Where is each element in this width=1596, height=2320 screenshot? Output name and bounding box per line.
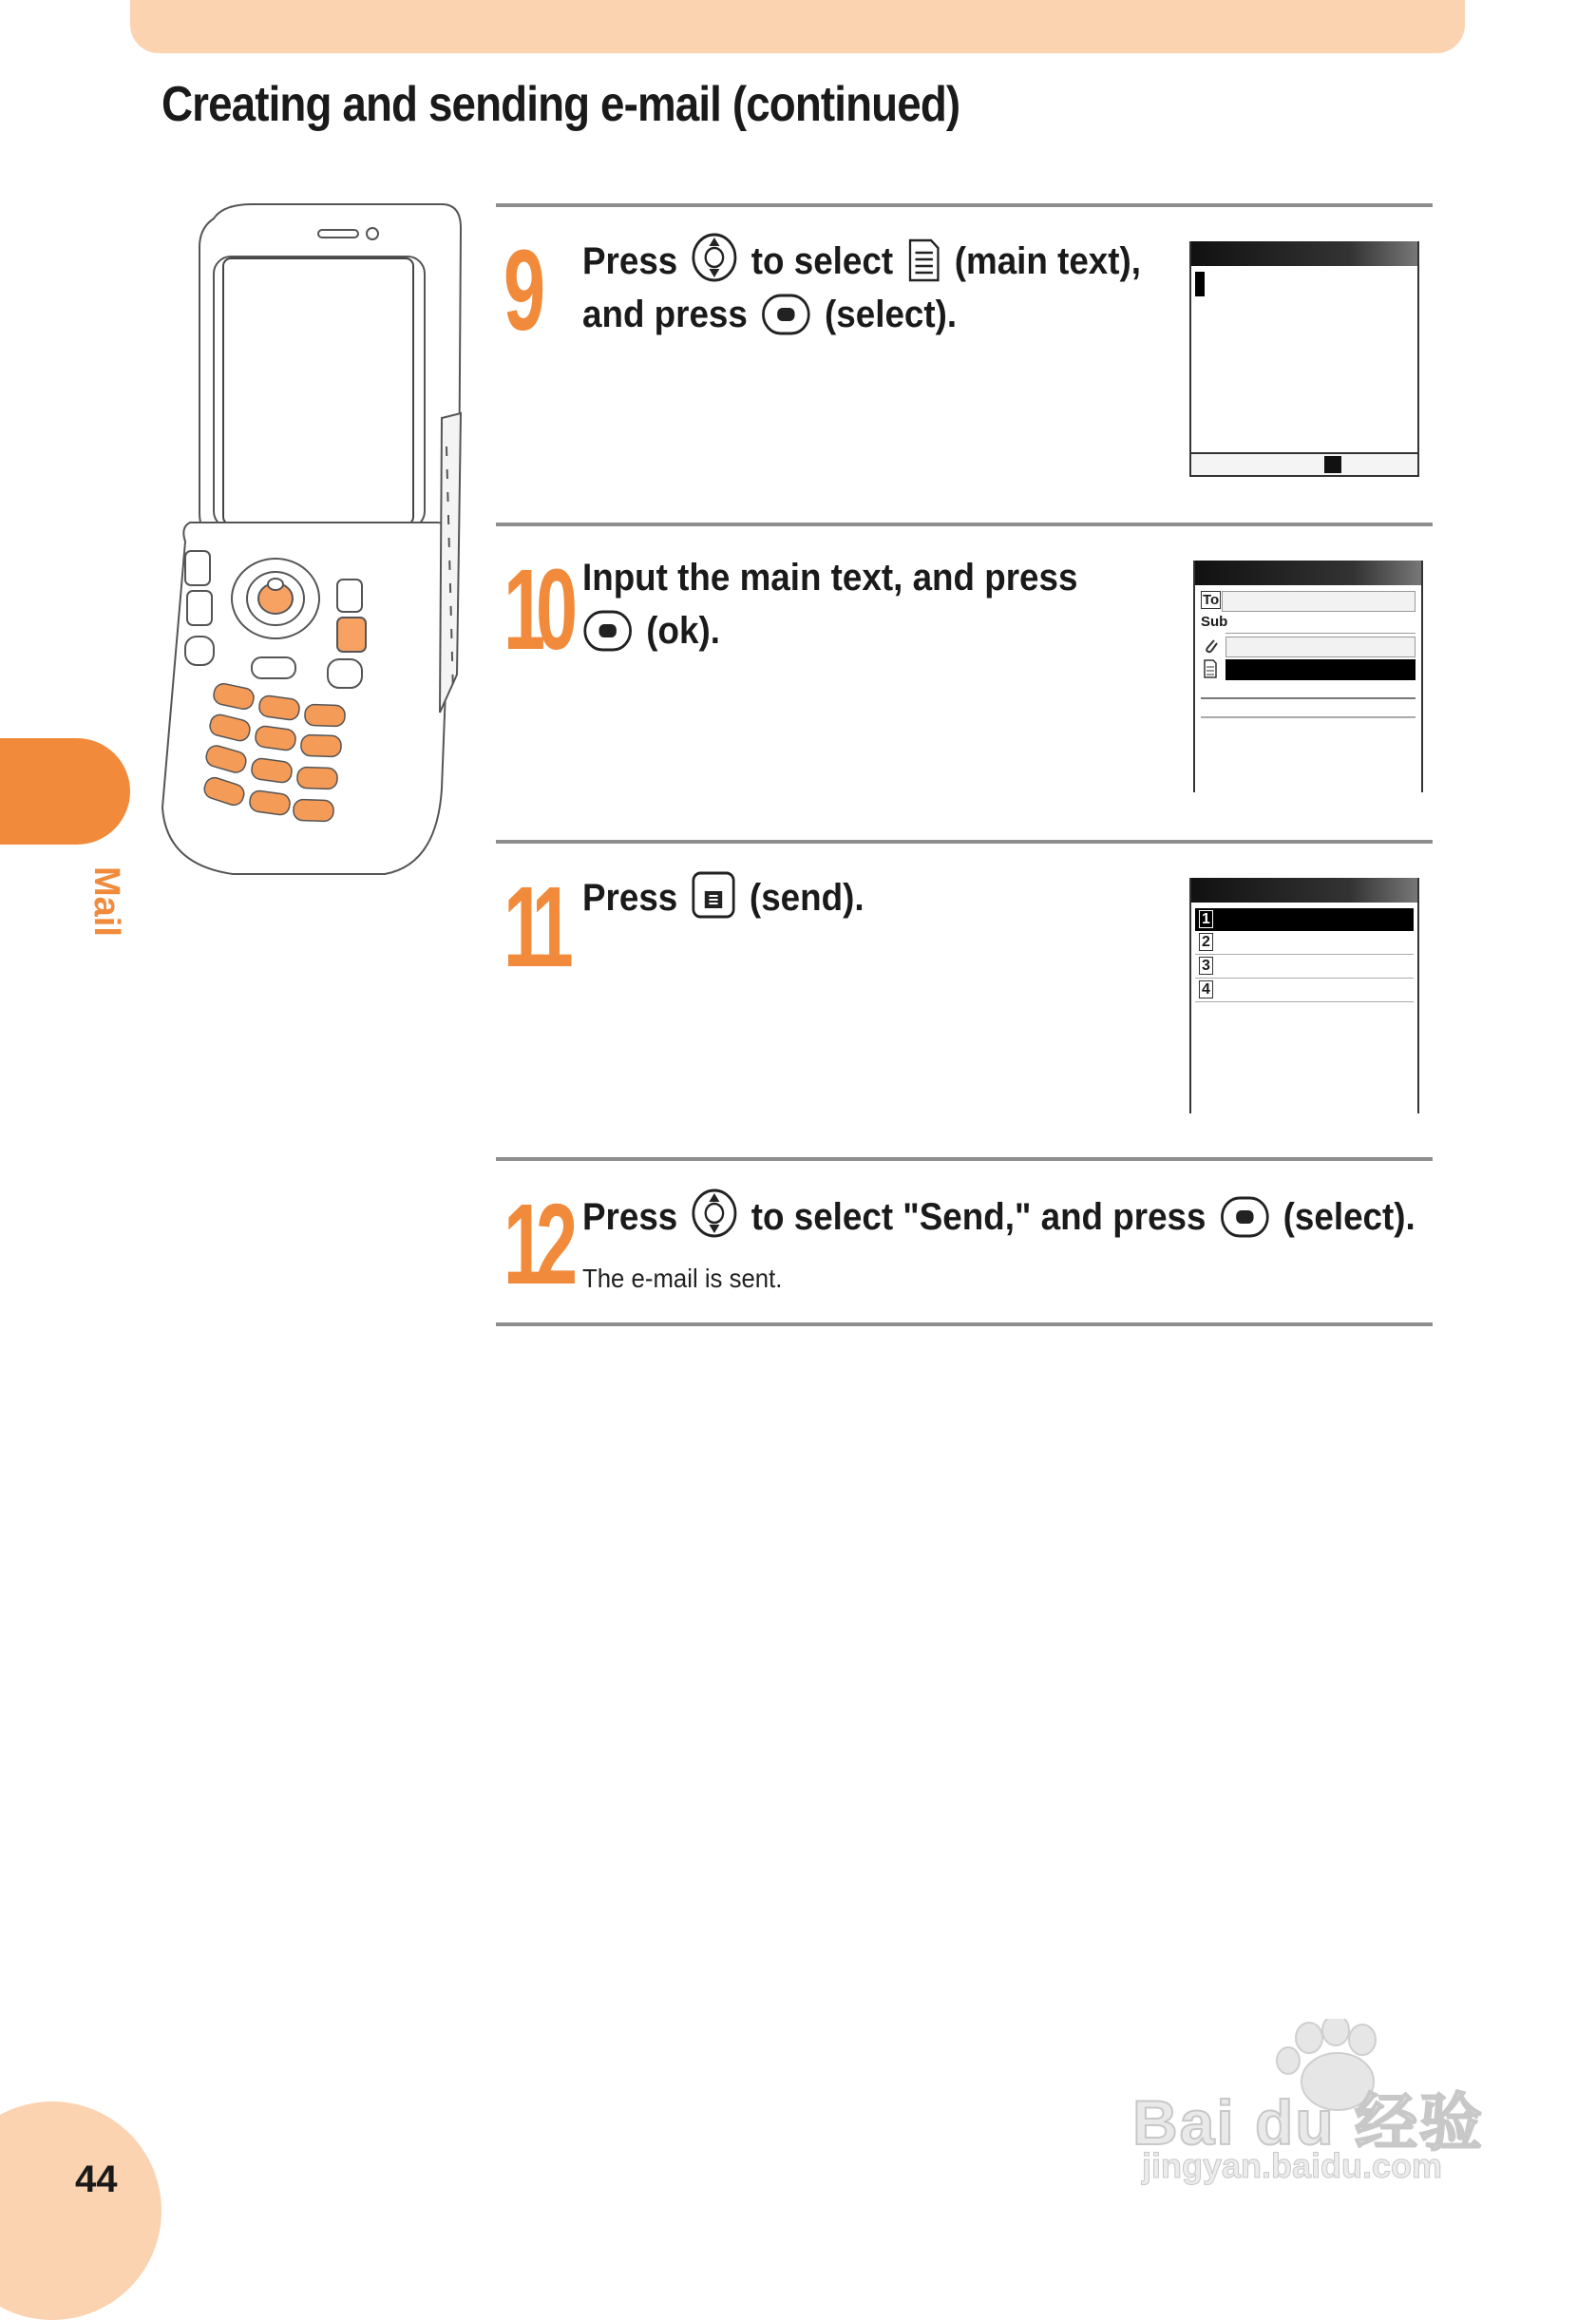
menu-item-number: 2 xyxy=(1199,933,1213,951)
step-12-note: The e-mail is sent. xyxy=(582,1264,783,1293)
step-11-instruction xyxy=(582,870,864,924)
mail-send-key-icon xyxy=(691,870,736,920)
menu-item xyxy=(1195,931,1414,955)
screen-title-bar xyxy=(1195,561,1421,585)
menu-item-number: 4 xyxy=(1199,980,1213,998)
screen-main-text-entry xyxy=(1189,241,1419,477)
screen-send-menu xyxy=(1189,878,1419,1113)
step-text: (send). xyxy=(749,877,864,919)
menu-item-number: 1 xyxy=(1199,910,1213,928)
step-text: Input the main text, and press xyxy=(582,557,1078,599)
screen-compose-mail xyxy=(1193,561,1423,792)
main-text-field-selected xyxy=(1226,659,1416,680)
watermark-brand: Bai du 经验 xyxy=(1132,2087,1485,2158)
watermark-url: jingyan.baidu.com xyxy=(1142,2146,1443,2185)
center-select-key-icon xyxy=(1219,1195,1269,1239)
subject-field-label: Sub xyxy=(1201,614,1228,630)
menu-item xyxy=(1195,955,1414,979)
center-select-key-icon xyxy=(582,609,633,653)
step-number-10: 10 xyxy=(504,545,568,675)
page-title: Creating and sending e-mail (continued) xyxy=(162,77,960,132)
subject-field xyxy=(1226,614,1416,634)
step-text: to select "Send," and press xyxy=(750,1196,1206,1238)
menu-item-number: 3 xyxy=(1199,957,1213,975)
phone-illustration xyxy=(157,200,475,884)
step-divider xyxy=(496,203,1433,207)
step-text: Press xyxy=(582,240,678,282)
step-text: (select). xyxy=(1282,1196,1416,1238)
step-text: (select). xyxy=(825,294,958,335)
step-text: to select xyxy=(750,240,894,282)
step-text: and press xyxy=(582,294,748,335)
up-down-nav-key-icon xyxy=(691,232,738,283)
step-number-9: 9 xyxy=(504,226,536,355)
step-number-11: 11 xyxy=(504,863,564,992)
step-divider xyxy=(496,523,1433,526)
step-text: (ok). xyxy=(646,610,720,652)
menu-item xyxy=(1195,979,1414,1002)
text-line xyxy=(1201,697,1416,699)
input-mode-icon xyxy=(1324,456,1341,473)
menu-item-selected xyxy=(1195,908,1414,931)
to-field-label: To xyxy=(1203,592,1220,608)
top-header-band xyxy=(130,0,1465,53)
step-9-instruction xyxy=(582,232,1141,341)
menu-list xyxy=(1195,908,1414,1002)
step-divider xyxy=(496,840,1433,844)
section-label: Mail xyxy=(86,866,126,937)
step-divider xyxy=(496,1322,1433,1326)
step-text: Press xyxy=(582,1196,678,1238)
step-10-instruction xyxy=(582,551,1077,657)
step-text: (main text), xyxy=(954,240,1142,282)
center-select-key-icon xyxy=(761,293,811,336)
screen-status-bar xyxy=(1191,452,1417,475)
main-text-document-icon xyxy=(906,238,941,283)
screen-title-bar xyxy=(1191,241,1417,266)
to-field xyxy=(1222,591,1416,612)
main-text-document-icon xyxy=(1203,659,1218,678)
compose-fields xyxy=(1195,589,1421,694)
step-number-12: 12 xyxy=(504,1180,568,1309)
text-cursor xyxy=(1195,272,1205,296)
step-divider xyxy=(496,1157,1433,1161)
step-text: Press xyxy=(582,877,678,919)
step-12-instruction xyxy=(582,1188,1416,1244)
screen-title-bar xyxy=(1191,878,1417,903)
up-down-nav-key-icon xyxy=(691,1188,738,1239)
paperclip-icon xyxy=(1203,637,1220,656)
baidu-jingyan-watermark xyxy=(1121,2019,1510,2185)
attachment-field xyxy=(1226,637,1416,657)
text-line xyxy=(1201,716,1416,718)
page-number-badge xyxy=(0,2101,162,2320)
page-number: 44 xyxy=(75,2158,118,2200)
section-tab xyxy=(0,738,130,845)
